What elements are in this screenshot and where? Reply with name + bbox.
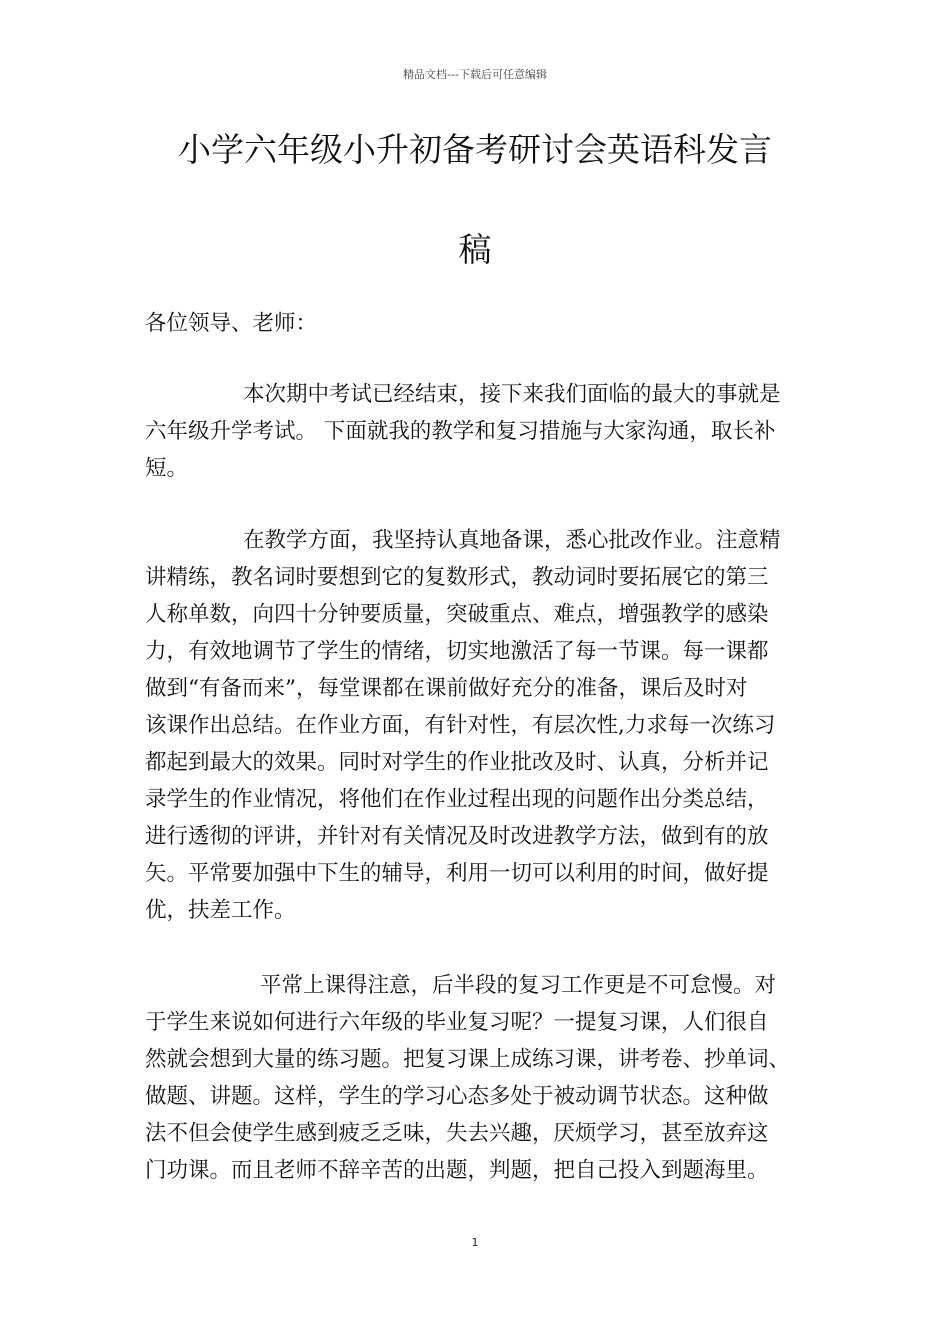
paragraph-line: 短。 [145, 456, 189, 481]
paragraph-line: 做到“有备而来”，每堂课都在课前做好充分的准备，课后及时对 [145, 676, 748, 701]
paragraph-line: 在教学方面，我坚持认真地备课，悉心批改作业。注意精 [243, 528, 781, 553]
paragraph-line: 该课作出总结。在作业方面，有针对性，有层次性,力求每一次练习 [145, 713, 776, 738]
paragraph-line: 于学生来说如何进行六年级的毕业复习呢？一提复习课，人们很自 [145, 1010, 769, 1035]
paragraph-line: 优，扶差工作。 [145, 898, 296, 923]
paragraph-line: 平常上课得注意，后半段的复习工作更是不可怠慢。对 [260, 973, 777, 998]
salutation: 各位领导、老师： [145, 311, 318, 336]
paragraph-line: 录学生的作业情况，将他们在作业过程出现的问题作出分类总结， [145, 787, 769, 812]
paragraph-line: 法不但会使学生感到疲乏乏味，失去兴趣，厌烦学习，甚至放弃这 [145, 1121, 769, 1146]
paragraph-3 [145, 967, 813, 1189]
paragraph-line: 都起到最大的效果。同时对学生的作业批改及时、认真，分析并记 [145, 750, 769, 775]
document-title-line-1: 小学六年级小升初备考研讨会英语科发言 [178, 130, 772, 169]
paragraph-line: 进行透彻的评讲，并针对有关情况及时改进教学方法，做到有的放 [145, 824, 769, 849]
paragraph-line: 然就会想到大量的练习题。把复习课上成练习课，讲考卷、抄单词、 [145, 1047, 791, 1072]
paragraph-line: 门功课。而且老师不辞辛苦的出题，判题，把自己投入到题海里。 [145, 1158, 769, 1183]
paragraph-1 [145, 376, 813, 487]
paragraph-2 [145, 522, 813, 929]
paragraph-line: 讲精练，教名词时要想到它的复数形式，教动词时要拓展它的第三 [145, 565, 769, 590]
header-note: 精品文档---下载后可任意编辑 [403, 68, 547, 81]
page-number: 1 [471, 1236, 479, 1249]
paragraph-line: 本次期中考试已经结束，接下来我们面临的最大的事就是 [243, 382, 781, 407]
paragraph-line: 六年级升学考试。 下面就我的教学和复习措施与大家沟通，取长补 [145, 419, 776, 444]
document-title-line-2: 稿 [458, 230, 492, 269]
paragraph-line: 做题、讲题。这样，学生的学习心态多处于被动调节状态。这种做 [145, 1084, 769, 1109]
paragraph-line: 力，有效地调节了学生的情绪，切实地激活了每一节课。每一课都 [145, 639, 769, 664]
paragraph-line: 矢。平常要加强中下生的辅导，利用一切可以利用的时间，做好提 [145, 861, 769, 886]
paragraph-line: 人称单数，向四十分钟要质量，突破重点、难点，增强教学的感染 [145, 602, 769, 627]
